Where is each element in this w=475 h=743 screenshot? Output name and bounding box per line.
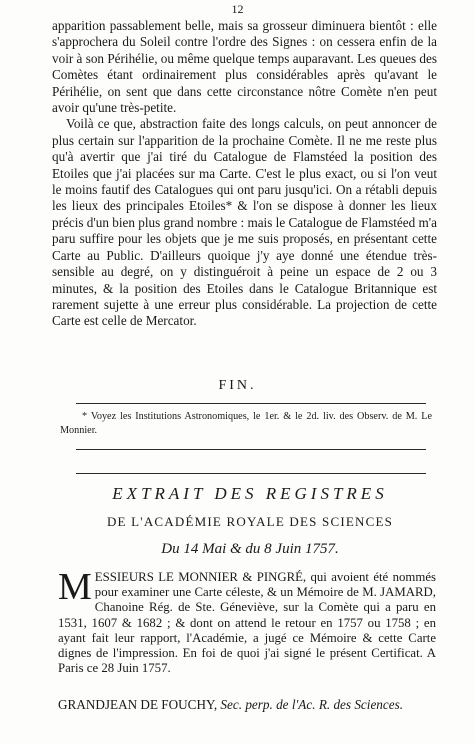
extrait-text: ESSIEURS LE MONNIER & PINGRÉ, qui avoient été nommés pour examiner une Carte céleste, & un Mémoire de M. JAMARD, Chanoine Rég. de Ste. Géneviève, sur la Comète qui a paru en 1531, 1607 & 1682 ; & dont on attend le retour en 1757 ou 1758 ; en ayant fait leur rapport, l'Académie, a jugé ce Mémoire & cette Carte dignes de l'impression. En foi de quoi j'ai signé le présent Certificat. A Paris ce 28 Juin 1757. (58, 570, 436, 676)
footnote: * Voyez les Institutions Astronomiques, le 1er. & le 2d. liv. des Observ. de M. Le Monnier. (60, 411, 432, 436)
section-divider-top (76, 449, 426, 450)
extrait-date: Du 14 Mai & du 8 Juin 1757. (161, 541, 339, 557)
footnote-divider (76, 403, 426, 404)
paragraph-comet-apparition: apparition passablement belle, mais sa grosseur diminuera bientôt : elle s'approchera du Soleil contre l'ordre des Signes : on cessera enfin de la voir à son Périhélie, ou même quelque temps auparavant. Les queues des Comètes étant ordinairement plus considérables après qu'avant le Périhélie, on sent que dans cette circonstance nôtre Comète n'en peut avoir qu'une très-petite. (52, 18, 437, 116)
paragraph-catalogue: Voilà ce que, abstraction faite des longs calculs, on peut annoncer de plus certain sur l'apparition de la prochaine Comète. Il ne me reste plus qu'à avertir que j'ai tiré du Catalogue de Flamstéed la position des Etoiles que j'ai placées sur ma Carte. C'est le plus exact, ou si l'on veut le moins fautif des Catalogues qui ont paru jusqu'ici. On a rétabli depuis les lieux des principales Etoiles* & l'on se dispose à donner les lieux précis d'un bien plus grand nombre : mais le Catalogue de Flamstéed m'a paru suffire pour les objets que je me suis proposés, en présentant cette Carte au Public. D'ailleurs quoique j'y aye donné une étendue très-sensible au degré, on y distinguéroit à peine un espace de 2 ou 3 minutes, & la position des Etoiles dans le Catalogue Britannique est rarement sujette à une erreur plus considérable. La projection de cette Carte est celle de Mercator. (52, 116, 437, 329)
page-number: 12 (231, 2, 244, 16)
signature-name: GRANDJEAN DE FOUCHY, (58, 697, 218, 712)
section-divider-bottom (76, 473, 426, 474)
extrait-body (58, 566, 436, 676)
extrait-title: EXTRAIT DES REGISTRES (112, 484, 388, 503)
fin-marker: FIN. (218, 378, 257, 393)
signature (58, 697, 448, 713)
drop-cap: M (58, 566, 92, 608)
main-text (52, 18, 437, 330)
signature-role: Sec. perp. de l'Ac. R. des Sciences. (220, 697, 404, 712)
academie-heading: DE L'ACADÉMIE ROYALE DES SCIENCES (106, 514, 394, 529)
